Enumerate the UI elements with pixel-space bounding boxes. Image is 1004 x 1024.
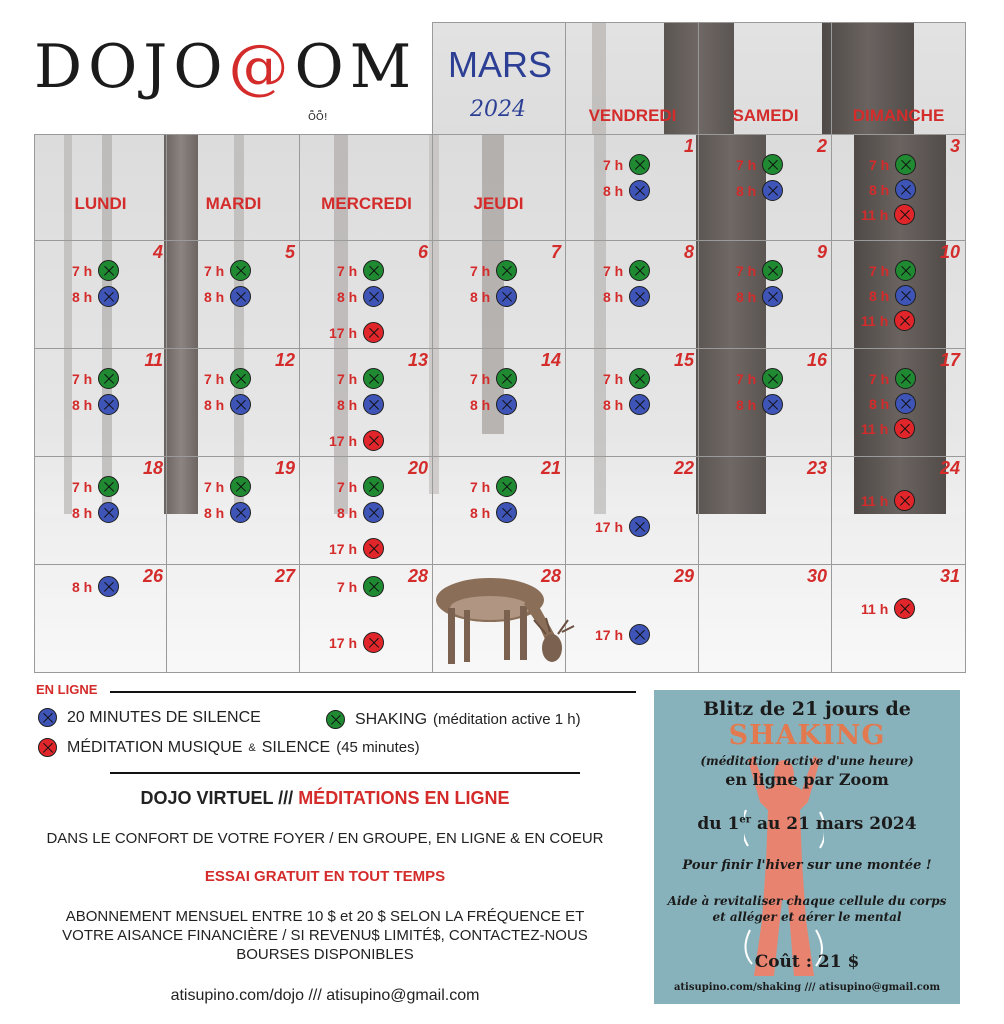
session-time: 11 h [861,420,889,437]
session-slot [861,310,915,331]
green-dot-icon [496,476,517,497]
session-slot [337,576,384,597]
blue-dot-icon [762,286,783,307]
info-title-a: DOJO VIRTUEL /// [140,788,294,808]
day-name-mercredi: MERCREDI [321,194,412,213]
blue-dot-icon [629,180,650,201]
legend-silence-label: 20 MINUTES DE SILENCE [67,708,261,726]
session-slot [72,502,119,523]
session-slot [736,154,783,175]
session-time: 8 h [337,396,358,413]
session-time: 8 h [204,504,225,521]
session-time: 11 h [861,492,889,509]
session-time: 7 h [337,578,358,595]
day-number: 24 [939,458,960,478]
session-slot [204,286,251,307]
info-sub1: ABONNEMENT MENSUEL ENTRE 10 $ et 20 $ SELON LA FRÉQUENCE ET [65,908,585,925]
green-dot-icon [762,368,783,389]
blue-dot-icon [98,394,119,415]
session-time: 8 h [72,504,93,521]
green-dot-icon [629,368,650,389]
day-number: 3 [949,136,960,156]
legend-shaking [326,710,581,729]
day-name-dimanche: DIMANCHE [852,106,945,125]
session-time: 11 h [861,600,889,617]
promo-cout: Coût : 21 $ [754,952,860,972]
legend-title: EN LIGNE [36,682,98,697]
session-time: 7 h [869,262,890,279]
green-dot-icon [629,260,650,281]
session-time: 7 h [869,156,890,173]
session-slot [869,393,916,414]
logo-face-mark: ȪȪ! [308,112,328,123]
red-dot-icon [894,204,915,225]
session-slot [204,502,251,523]
session-slot [861,418,915,439]
promo-box [654,690,960,1004]
session-slot [329,632,384,653]
session-slot [204,368,251,389]
green-dot-icon [230,476,251,497]
session-slot [603,180,650,201]
blue-dot-icon [496,502,517,523]
info-free: ESSAI GRATUIT EN TOUT TEMPS [204,868,446,885]
day-number: 23 [806,458,827,478]
session-time: 7 h [72,478,93,495]
promo-contact[interactable]: atisupino.com/shaking /// atisupino@gmail.com [673,982,941,993]
green-dot-icon [363,368,384,389]
year-title: 2024 [470,97,526,122]
day-number: 10 [939,242,960,262]
promo-zoom: en ligne par Zoom [725,770,889,789]
session-time: 11 h [861,206,889,223]
blue-dot-icon [363,502,384,523]
session-time: 8 h [736,288,757,305]
session-time: 7 h [869,370,890,387]
legend-rule-2 [110,772,580,774]
blue-dot-icon [629,624,650,645]
session-time: 8 h [337,504,358,521]
day-number: 16 [806,350,827,370]
session-time: 8 h [736,182,757,199]
session-time: 7 h [337,262,358,279]
day-number: 29 [673,566,694,586]
session-slot [603,260,650,281]
day-name-samedi: SAMEDI [732,106,799,125]
session-slot [736,180,783,201]
session-slot [337,476,384,497]
legend-silence [38,708,261,727]
day-name-vendredi: VENDREDI [588,106,677,125]
day-number: 28 [540,566,561,586]
session-time: 17 h [329,634,358,651]
blue-dot-icon [230,394,251,415]
day-name-lundi: LUNDI [74,194,127,213]
info-sub2: VOTRE AISANCE FINANCIÈRE / SI REVENU$ LIMITÉ$, CONTACTEZ-NOUS [62,927,588,944]
green-dot-icon [762,260,783,281]
green-dot-icon [895,368,916,389]
session-time: 7 h [736,262,757,279]
legend-amp: & [248,741,256,754]
session-time: 8 h [72,288,93,305]
promo-note: (méditation active d'une heure) [700,754,914,768]
day-number: 15 [673,350,694,370]
blue-dot-icon [98,286,119,307]
legend-shaking-note: (méditation active 1 h) [433,711,581,728]
blue-dot-icon [230,502,251,523]
session-time: 7 h [204,478,225,495]
day-number: 12 [274,350,295,370]
legend-shaking-label: SHAKING [355,710,428,728]
session-slot [72,260,119,281]
green-dot-icon [895,154,916,175]
session-time: 8 h [603,182,624,199]
session-time: 8 h [603,288,624,305]
red-dot-icon [363,538,384,559]
day-name-jeudi: JEUDI [473,194,524,213]
green-dot-icon [98,368,119,389]
legend-musique [38,738,420,757]
session-slot [736,368,783,389]
session-slot [204,260,251,281]
promo-dates: du 1er au 21 mars 2024 [697,814,917,834]
green-dot-icon [762,154,783,175]
session-slot [329,430,384,451]
blue-dot-icon [895,393,916,414]
day-number: 20 [407,458,428,478]
red-dot-icon [38,738,57,757]
promo-aide1: Aide à revitaliser chaque cellule du corps [667,894,947,908]
red-dot-icon [363,322,384,343]
info-contact[interactable]: atisupino.com/dojo /// atisupino@gmail.com [170,987,480,1004]
day-number: 26 [142,566,163,586]
session-slot [603,368,650,389]
session-slot [329,322,384,343]
session-slot [337,286,384,307]
day-number: 27 [274,566,295,586]
session-slot [72,394,119,415]
session-time: 8 h [204,396,225,413]
session-slot [595,624,650,645]
session-slot [329,538,384,559]
legend-musique-note: (45 minutes) [336,739,420,756]
promo-line1: Blitz de 21 jours de [703,698,911,720]
red-dot-icon [894,418,915,439]
session-time: 7 h [72,370,93,387]
day-number: 21 [540,458,561,478]
session-slot [861,598,915,619]
red-dot-icon [894,490,915,511]
session-slot [470,476,517,497]
session-slot [204,476,251,497]
legend-musique-label: MÉDITATION MUSIQUE [67,738,243,756]
session-time: 17 h [329,432,358,449]
session-slot [337,502,384,523]
dojo-om-logo: DOJO@OM [34,32,418,102]
session-time: 17 h [595,626,624,643]
session-slot [869,179,916,200]
session-slot [470,502,517,523]
green-dot-icon [895,260,916,281]
session-time: 8 h [470,288,491,305]
session-time: 7 h [204,262,225,279]
green-dot-icon [98,260,119,281]
day-number: 14 [540,350,561,370]
legend-silence2-label: SILENCE [261,738,331,756]
promo-winter: Pour finir l'hiver sur une montée ! [682,858,932,873]
session-slot [603,154,650,175]
day-number: 5 [284,242,295,262]
green-dot-icon [629,154,650,175]
session-slot [72,368,119,389]
blue-dot-icon [38,708,57,727]
blue-dot-icon [98,576,119,597]
session-slot [869,285,916,306]
session-time: 8 h [869,181,890,198]
blue-dot-icon [895,285,916,306]
session-time: 8 h [470,504,491,521]
day-number: 4 [152,242,163,262]
green-dot-icon [230,368,251,389]
session-slot [72,286,119,307]
session-time: 7 h [470,262,491,279]
session-time: 8 h [470,396,491,413]
green-dot-icon [363,576,384,597]
session-time: 11 h [861,312,889,329]
session-slot [337,394,384,415]
day-number: 2 [816,136,827,156]
session-slot [72,576,119,597]
session-slot [470,260,517,281]
session-time: 8 h [869,287,890,304]
day-number: 28 [407,566,428,586]
blue-dot-icon [762,180,783,201]
session-slot [869,368,916,389]
session-slot [470,286,517,307]
blue-dot-icon [895,179,916,200]
session-slot [72,476,119,497]
green-dot-icon [98,476,119,497]
session-slot [337,260,384,281]
green-dot-icon [363,260,384,281]
session-time: 7 h [736,370,757,387]
session-time: 7 h [470,478,491,495]
red-dot-icon [894,310,915,331]
session-time: 8 h [736,396,757,413]
session-slot [861,490,915,511]
session-time: 7 h [72,262,93,279]
session-slot [736,260,783,281]
session-time: 7 h [337,370,358,387]
info-title [0,788,650,809]
red-dot-icon [894,598,915,619]
blue-dot-icon [629,516,650,537]
blue-dot-icon [363,286,384,307]
day-number: 1 [683,136,694,156]
month-title: MARS [448,44,553,85]
session-time: 8 h [72,578,93,595]
day-number: 18 [142,458,163,478]
session-time: 17 h [329,540,358,557]
blue-dot-icon [629,286,650,307]
blue-dot-icon [496,286,517,307]
session-slot [470,368,517,389]
legend-rule [110,691,636,693]
session-slot [861,204,915,225]
promo-aide2: et alléger et aérer le mental [712,910,902,924]
session-slot [337,368,384,389]
blue-dot-icon [629,394,650,415]
blue-dot-icon [762,394,783,415]
day-number: 11 [144,350,163,370]
day-number: 6 [417,242,428,262]
session-slot [736,394,783,415]
day-number: 22 [673,458,694,478]
blue-dot-icon [230,286,251,307]
red-dot-icon [363,632,384,653]
blue-dot-icon [496,394,517,415]
green-dot-icon [230,260,251,281]
session-time: 7 h [204,370,225,387]
red-dot-icon [363,430,384,451]
session-slot [736,286,783,307]
day-number: 13 [407,350,428,370]
session-time: 17 h [329,324,358,341]
blue-dot-icon [363,394,384,415]
info-line1: DANS LE CONFORT DE VOTRE FOYER / EN GROUPE, EN LIGNE & EN COEUR [46,830,604,847]
green-dot-icon [326,710,345,729]
day-number: 17 [939,350,960,370]
day-name-mardi: MARDI [205,194,262,213]
session-time: 8 h [337,288,358,305]
green-dot-icon [496,260,517,281]
day-number: 9 [816,242,827,262]
session-time: 7 h [337,478,358,495]
session-slot [869,154,916,175]
session-slot [603,394,650,415]
session-time: 8 h [603,396,624,413]
session-slot [470,394,517,415]
session-slot [869,260,916,281]
info-sub3: BOURSES DISPONIBLES [236,946,414,963]
session-time: 7 h [603,156,624,173]
session-time: 7 h [603,370,624,387]
session-slot [595,516,650,537]
info-title-b: MÉDITATIONS EN LIGNE [298,788,510,808]
session-time: 7 h [603,262,624,279]
promo-shaking: SHAKING [728,720,886,751]
day-number: 19 [274,458,295,478]
session-time: 8 h [869,395,890,412]
session-time: 7 h [736,156,757,173]
session-time: 8 h [72,396,93,413]
green-dot-icon [496,368,517,389]
day-number: 30 [806,566,827,586]
session-slot [204,394,251,415]
blue-dot-icon [98,502,119,523]
session-time: 8 h [204,288,225,305]
session-time: 17 h [595,518,624,535]
green-dot-icon [363,476,384,497]
day-number: 8 [683,242,694,262]
day-number: 7 [550,242,561,262]
session-time: 7 h [470,370,491,387]
session-slot [603,286,650,307]
day-number: 31 [939,566,960,586]
